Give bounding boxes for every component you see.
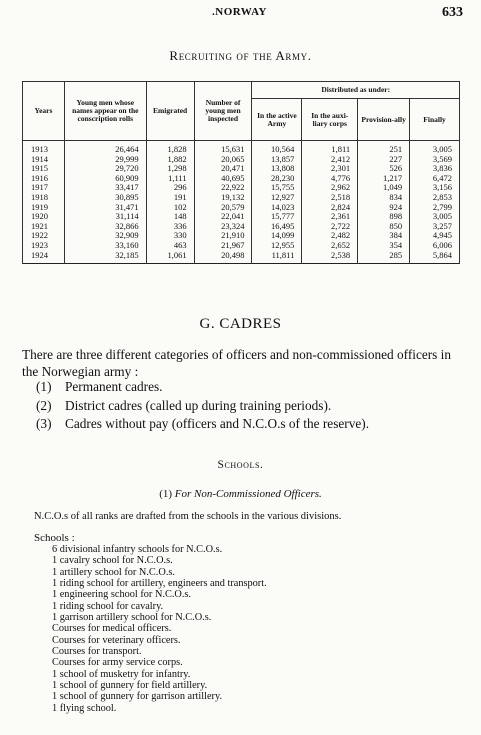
- cadres-list: [36, 378, 369, 434]
- cell-active-army: 28,230: [252, 174, 302, 184]
- cell-finally: 3,156: [410, 183, 460, 193]
- cell-provisionally: 354: [358, 241, 410, 251]
- cell-inspected: 20,579: [194, 203, 252, 213]
- cell-inspected: 40,695: [194, 174, 252, 184]
- school-item: 6 divisional infantry schools for N.C.O.s.: [52, 544, 223, 555]
- cell-emigrated: 102: [146, 203, 194, 213]
- cell-active-army: 12,955: [252, 241, 302, 251]
- cell-auxiliary: 2,652: [302, 241, 358, 251]
- cell-emigrated: 191: [146, 193, 194, 203]
- cadre-item: [36, 415, 369, 434]
- school-item: 1 artillery school for N.C.O.s.: [52, 566, 175, 578]
- cell-inspected: 23,324: [194, 222, 252, 232]
- col-header-finally: Finally: [410, 99, 460, 141]
- cell-finally: 4,945: [410, 231, 460, 241]
- col-header-emigrated: Emigrated: [146, 82, 194, 141]
- cell-active-army: 16,495: [252, 222, 302, 232]
- cell-auxiliary: 2,361: [302, 212, 358, 222]
- col-header-young-men: Young men whose names appear on the conscription rolls: [64, 82, 146, 141]
- cell-auxiliary: 2,824: [302, 203, 358, 213]
- cell-active-army: 12,927: [252, 193, 302, 203]
- cell-provisionally: 850: [358, 222, 410, 232]
- schools-list: [52, 544, 267, 714]
- school-item: Courses for army service corps.: [52, 657, 183, 669]
- cell-active-army: 15,777: [252, 212, 302, 222]
- school-item: 1 flying school.: [52, 702, 117, 714]
- school-item: Courses for transport.: [52, 646, 142, 658]
- cell-year: 1919: [23, 203, 65, 213]
- cell-auxiliary: 2,538: [302, 251, 358, 264]
- cell-emigrated: 1,828: [146, 141, 194, 155]
- cell-auxiliary: 2,722: [302, 222, 358, 232]
- cell-inspected: 20,498: [194, 251, 252, 264]
- recruiting-heading: Recruiting of the Army.: [169, 48, 312, 63]
- cell-provisionally: 285: [358, 251, 410, 264]
- cadre-item-text: District cadres (called up during training periods).: [65, 397, 332, 413]
- cell-emigrated: 463: [146, 241, 194, 251]
- table-row: [23, 141, 460, 155]
- cell-young-men: 31,114: [64, 212, 146, 222]
- cell-finally: 2,853: [410, 193, 460, 203]
- cell-year: 1918: [23, 193, 65, 203]
- cell-auxiliary: 4,776: [302, 174, 358, 184]
- col-header-provisionally: Provision-ally: [358, 99, 410, 141]
- col-header-distributed: Distributed as under:: [252, 82, 460, 99]
- recruiting-table: [22, 81, 460, 264]
- cell-provisionally: 898: [358, 212, 410, 222]
- cell-finally: 3,005: [410, 212, 460, 222]
- cell-provisionally: 526: [358, 164, 410, 174]
- cell-young-men: 29,999: [64, 155, 146, 165]
- cell-provisionally: 924: [358, 203, 410, 213]
- running-title: .NORWAY: [212, 6, 267, 18]
- cell-young-men: 33,160: [64, 241, 146, 251]
- cell-finally: 5,864: [410, 251, 460, 264]
- cell-auxiliary: 1,811: [302, 141, 358, 155]
- cell-young-men: 29,720: [64, 164, 146, 174]
- cadre-item-marker: (3): [36, 416, 52, 431]
- cell-year: 1915: [23, 164, 65, 174]
- cell-emigrated: 1,111: [146, 174, 194, 184]
- subsection-number: (1): [159, 488, 173, 500]
- cell-year: 1917: [23, 183, 65, 193]
- cell-finally: 6,472: [410, 174, 460, 184]
- running-head: [0, 6, 481, 22]
- school-item: Courses for veterinary officers.: [52, 634, 181, 646]
- col-header-inspected: Number of young men inspected: [194, 82, 252, 141]
- cell-emigrated: 330: [146, 231, 194, 241]
- school-item: 1 riding school for artillery, engineers and transport.: [52, 578, 267, 590]
- cell-young-men: 60,909: [64, 174, 146, 184]
- cell-inspected: 19,132: [194, 193, 252, 203]
- cadres-heading: G. CADRES: [199, 316, 282, 332]
- cell-auxiliary: 2,482: [302, 231, 358, 241]
- cell-year: 1916: [23, 174, 65, 184]
- cell-young-men: 32,909: [64, 231, 146, 241]
- subsection-title: For Non-Commissioned Officers.: [174, 488, 322, 500]
- schools-label: Schools :: [34, 532, 75, 544]
- cell-finally: 3,569: [410, 155, 460, 165]
- cell-inspected: 22,041: [194, 212, 252, 222]
- cell-emigrated: 1,298: [146, 164, 194, 174]
- school-item: 1 school of gunnery for garrison artillery.: [52, 691, 223, 703]
- cadre-item: [36, 397, 369, 416]
- school-item: 1 riding school for cavalry.: [52, 600, 164, 612]
- cell-inspected: 22,922: [194, 183, 252, 193]
- cell-young-men: 32,866: [64, 222, 146, 232]
- cell-year: 1914: [23, 155, 65, 165]
- cadre-item-marker: (2): [36, 397, 52, 413]
- cell-year: 1921: [23, 222, 65, 232]
- cell-finally: 3,836: [410, 164, 460, 174]
- cell-active-army: 15,755: [252, 183, 302, 193]
- cell-provisionally: 1,217: [358, 174, 410, 184]
- school-item: 1 engineering school for N.C.O.s.: [52, 589, 191, 601]
- school-item: 1 garrison artillery school for N.C.O.s.: [52, 612, 212, 624]
- cadre-item: [36, 378, 369, 397]
- cell-finally: 3,257: [410, 222, 460, 232]
- cadres-intro: There are three different categories of officers and non-commissioned officers in the Norwegian army :: [22, 347, 452, 379]
- cell-year: 1920: [23, 212, 65, 222]
- cell-inspected: 20,065: [194, 155, 252, 165]
- cell-inspected: 15,631: [194, 141, 252, 155]
- col-header-auxiliary: In the auxi-liary corps: [302, 99, 358, 141]
- cell-active-army: 10,564: [252, 141, 302, 155]
- cell-active-army: 13,808: [252, 164, 302, 174]
- cell-auxiliary: 2,412: [302, 155, 358, 165]
- cell-inspected: 20,471: [194, 164, 252, 174]
- cell-finally: 3,005: [410, 141, 460, 155]
- page-number: 633: [442, 5, 463, 20]
- cadre-item-text: Cadres without pay (officers and N.C.O.s of the reserve).: [65, 416, 370, 431]
- cell-provisionally: 834: [358, 193, 410, 203]
- recruiting-table-body: [23, 141, 460, 264]
- cell-year: 1913: [23, 141, 65, 155]
- col-header-years: Years: [23, 82, 65, 141]
- cadre-item-text: Permanent cadres.: [65, 379, 163, 394]
- cell-active-army: 13,857: [252, 155, 302, 165]
- cell-young-men: 33,417: [64, 183, 146, 193]
- cell-young-men: 30,895: [64, 193, 146, 203]
- school-item: 1 school of gunnery for field artillery.: [52, 680, 208, 692]
- cell-young-men: 26,464: [64, 141, 146, 155]
- cell-emigrated: 1,061: [146, 251, 194, 264]
- cell-year: 1923: [23, 241, 65, 251]
- school-item: 1 school of musketry for infantry.: [52, 668, 191, 680]
- cell-auxiliary: 2,962: [302, 183, 358, 193]
- cell-emigrated: 148: [146, 212, 194, 222]
- cell-year: 1924: [23, 251, 65, 264]
- cell-young-men: 32,185: [64, 251, 146, 264]
- cell-finally: 2,799: [410, 203, 460, 213]
- cell-auxiliary: 2,301: [302, 164, 358, 174]
- table-row: [23, 251, 460, 264]
- cell-provisionally: 251: [358, 141, 410, 155]
- col-header-active-army: In the active Army: [252, 99, 302, 141]
- cell-active-army: 14,099: [252, 231, 302, 241]
- cell-active-army: 11,811: [252, 251, 302, 264]
- cell-emigrated: 1,882: [146, 155, 194, 165]
- cell-provisionally: 384: [358, 231, 410, 241]
- cell-emigrated: 336: [146, 222, 194, 232]
- cell-finally: 6,006: [410, 241, 460, 251]
- school-item: Courses for medical officers.: [52, 623, 172, 635]
- cell-year: 1922: [23, 231, 65, 241]
- school-item: 1 cavalry school for N.C.O.s.: [52, 555, 173, 567]
- cell-inspected: 21,967: [194, 241, 252, 251]
- cell-emigrated: 296: [146, 183, 194, 193]
- cadre-item-marker: (1): [36, 379, 52, 394]
- subsection-heading: [0, 488, 481, 500]
- cell-inspected: 21,910: [194, 231, 252, 241]
- ncos-drafted-text: N.C.O.s of all ranks are drafted from the schools in the various divisions.: [34, 511, 342, 522]
- cell-auxiliary: 2,518: [302, 193, 358, 203]
- cell-young-men: 31,471: [64, 203, 146, 213]
- schools-heading: Schools.: [217, 459, 264, 471]
- cell-provisionally: 227: [358, 155, 410, 165]
- cell-active-army: 14,023: [252, 203, 302, 213]
- cell-provisionally: 1,049: [358, 183, 410, 193]
